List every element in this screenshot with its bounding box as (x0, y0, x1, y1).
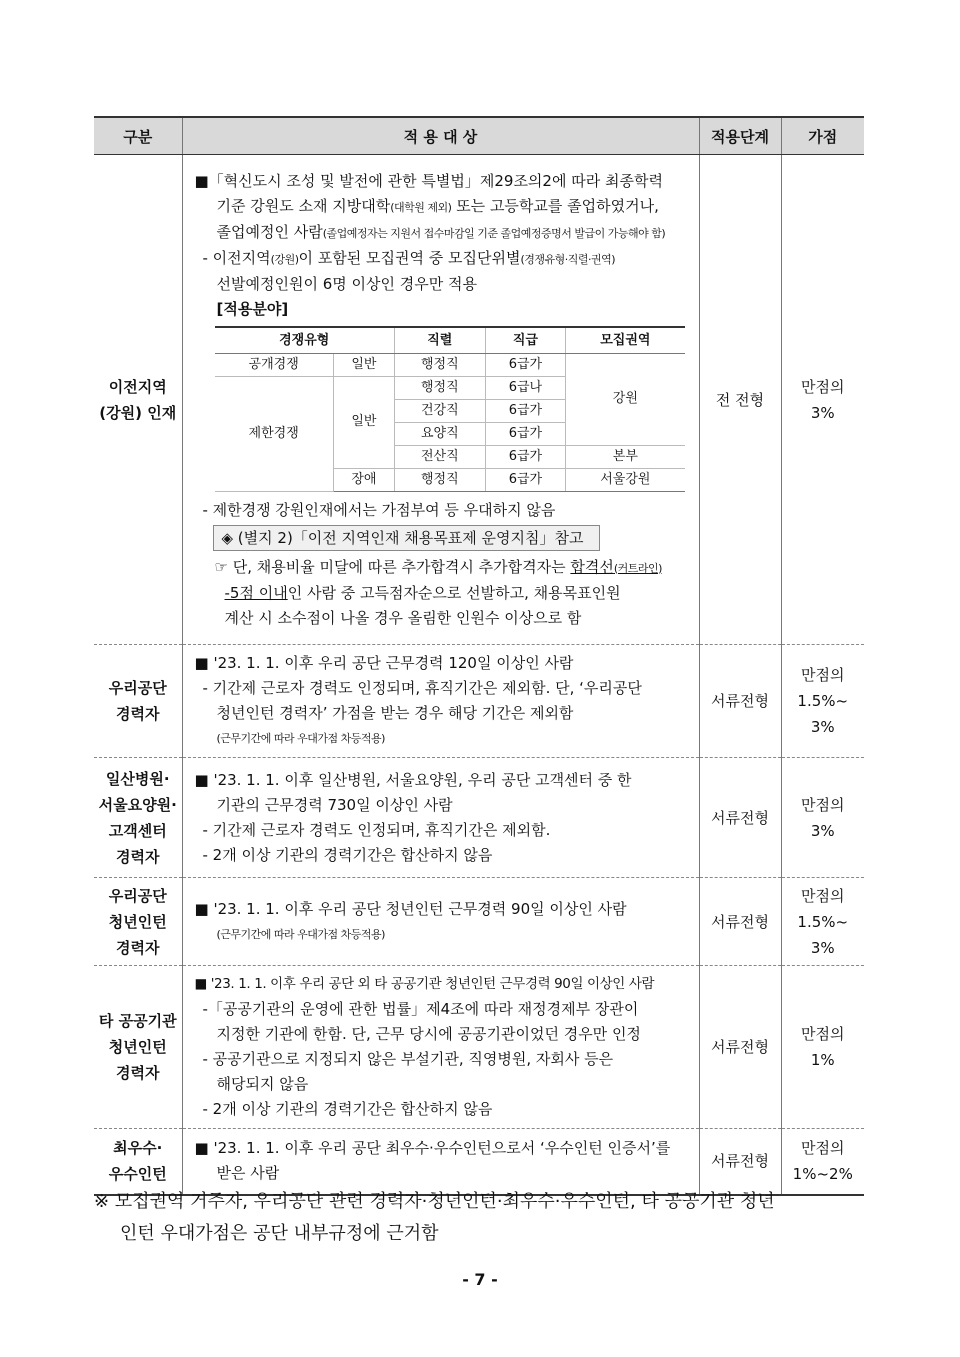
category-line: 우수인턴 (108, 1165, 167, 1184)
points-cell (781, 878, 864, 966)
points-line: 3% (810, 821, 835, 840)
target-cell (182, 1129, 699, 1195)
points-line: 3% (810, 718, 835, 736)
stage-cell: 서류전형 (699, 1129, 781, 1195)
text-line: - 기간제 근로자 경력도 인정되며, 휴직기간은 제외함. (202, 820, 551, 839)
text-line: - 2개 이상 기관의 경력기간은 합산하지 않음 (202, 845, 493, 864)
category-cell (94, 645, 182, 758)
text-line (195, 220, 691, 246)
subtable-cell: 6급나 (485, 376, 566, 399)
category-line: 고객센터 (108, 821, 167, 840)
text-line: ■ '23. 1. 1. 이후 우리 공단 최우수·우수인턴으로서 ‘우수인턴 인증서’를 (194, 1139, 671, 1158)
small-note: (근무기간에 따라 우대가점 차등적용) (216, 732, 385, 745)
subtable-cell: 6급가 (485, 399, 566, 422)
target-cell (182, 878, 699, 966)
stage-cell: 서류전형 (699, 758, 781, 878)
points-line: 3% (810, 938, 835, 957)
points-cell (781, 645, 864, 758)
subtable-cell: 일반 (333, 376, 394, 468)
text-line: 해당되지 않음 (216, 1075, 309, 1093)
text-line: ■ '23. 1. 1. 이후 우리 공단 근무경력 120일 이상인 사람 (194, 654, 574, 672)
category-line: 타 공공기관 (98, 1012, 177, 1030)
text-line: 선발예정인원이 6명 이상인 경우만 적용 (216, 274, 477, 293)
text-span: - 이전지역 (202, 248, 271, 267)
reference-box: ◈ (별지 2)「이전 지역인재 채용목표제 운영지침」참고 (213, 525, 601, 551)
text-span: 이 포함된 모집권역 중 모집단위별 (298, 248, 521, 267)
text-line: ■ '23. 1. 1. 이후 우리 공단 청년인턴 근무경력 90일 이상인 사람 (194, 899, 627, 918)
subtable-cell: 전산직 (395, 445, 486, 468)
category-cell (94, 878, 182, 966)
text-line: -「공공기관의 운영에 관한 법률」제4조에 따라 재정경제부 장관이 (202, 1000, 639, 1018)
footnote-line: 인턴 우대가점은 공단 내부규정에 근거함 (120, 1223, 439, 1244)
target-cell (182, 966, 699, 1129)
category-line: 경력자 (116, 938, 160, 957)
subtable-row (215, 353, 685, 376)
category-line: 경력자 (116, 705, 160, 723)
subtable-cell: 요양직 (395, 422, 486, 445)
subtable-cell: 서울강원 (566, 468, 685, 491)
text-line: - 공공기관으로 지정되지 않은 부설기관, 직영병원, 자회사 등은 (202, 1050, 614, 1068)
stage-cell: 서류전형 (699, 645, 781, 758)
category-line: 경력자 (116, 847, 160, 866)
subtable-header: 모집권역 (566, 327, 685, 354)
stage-cell: 서류전형 (699, 878, 781, 966)
small-note: (근무기간에 따라 우대가점 차등적용) (216, 927, 385, 941)
header-stage: 적용단계 (699, 117, 781, 155)
subtable-header: 직렬 (395, 327, 486, 354)
table-header-row (94, 117, 864, 155)
text-line: 기관의 근무경력 730일 이상인 사람 (216, 795, 453, 814)
subtable-cell: 6급가 (485, 422, 566, 445)
points-cell (781, 758, 864, 878)
points-line: 1%~2% (792, 1165, 853, 1184)
small-note: (대학원 제외) (390, 200, 452, 214)
points-line: 1% (810, 1051, 835, 1069)
text-line: - 기간제 근로자 경력도 인정되며, 휴직기간은 제외함. 단, ‘우리공단 (202, 679, 642, 697)
footnote-line: ※ 모집권역 거주자, 우리공단 관련 경력자·청년인턴·최우수·우수인턴, 타 공공기관 청년 (94, 1191, 775, 1212)
text-span: 인 사람 중 고득점자순으로 선발하고, 채용목표인원 (287, 583, 621, 602)
subtable-cell: 행정직 (395, 468, 486, 491)
text-line (195, 246, 691, 272)
category-line: 최우수· (113, 1139, 163, 1158)
points-cell (781, 1129, 864, 1195)
text-line: 지정한 기관에 한함. 단, 근무 당시에 공공기관이었던 경우만 인정 (216, 1025, 641, 1043)
subtable-cell: 장애 (333, 468, 394, 491)
category-line: 우리공단 (108, 679, 167, 697)
table-row (94, 966, 864, 1129)
points-line: 1.5%~ (797, 912, 849, 931)
header-target: 적 용 대 상 (182, 117, 699, 155)
section-label: [적용분야] (216, 299, 289, 318)
text-span: ☞ 단, 채용비율 미달에 따른 추가합격시 추가합격자는 (214, 557, 571, 576)
category-cell (94, 1129, 182, 1195)
category-line: 이전지역 (108, 377, 167, 396)
points-line: 만점의 (801, 886, 845, 905)
header-points: 가점 (781, 117, 864, 155)
subtable-cell: 강원 (566, 353, 685, 445)
text-span: 졸업예정인 사람 (216, 222, 323, 241)
table-row (94, 1129, 864, 1195)
text-line: ■ '23. 1. 1. 이후 일산병원, 서울요양원, 우리 공단 고객센터 중 한 (194, 770, 632, 789)
category-line: 서울요양원· (98, 795, 177, 814)
category-line: 청년인턴 (108, 1038, 167, 1056)
category-line: 청년인턴 (108, 912, 167, 931)
subtable-cell: 6급가 (485, 353, 566, 376)
target-cell (182, 758, 699, 878)
text-line: 청년인턴 경력자’ 가점을 받는 경우 해당 기간은 제외함 (216, 704, 574, 722)
points-line: 1.5%~ (797, 692, 849, 710)
text-line (195, 581, 691, 606)
points-line: 만점의 (801, 1139, 845, 1158)
subtable-cell: 6급가 (485, 445, 566, 468)
footnote (94, 1186, 874, 1250)
subtable-cell: 행정직 (395, 353, 486, 376)
subtable-cell: 제한경쟁 (215, 376, 334, 491)
application-field-table (215, 326, 685, 492)
points-line: 만점의 (801, 377, 845, 396)
category-cell (94, 758, 182, 878)
text-line: - 제한경쟁 강원인재에서는 가점부여 등 우대하지 않음 (202, 500, 556, 519)
stage-cell: 서류전형 (699, 966, 781, 1129)
subtable-header: 경쟁유형 (215, 327, 395, 354)
category-cell (94, 966, 182, 1129)
page-number: - 7 - (462, 1270, 498, 1289)
small-note: (강원) (270, 252, 299, 266)
subtable-header-row (215, 327, 685, 354)
points-line: 만점의 (801, 795, 845, 814)
underlined-text: -5점 이내 (224, 583, 288, 602)
points-line: 만점의 (801, 666, 845, 684)
points-cell (781, 155, 864, 645)
text-line: ■ '23. 1. 1. 이후 우리 공단 외 타 공공기관 청년인턴 근무경력 90일 이상인 사람 (194, 976, 655, 992)
category-cell (94, 155, 182, 645)
target-cell (182, 155, 699, 645)
small-note: (졸업예정자는 지원서 접수마감일 기준 졸업예정증명서 발급이 가능해야 함) (322, 226, 666, 240)
small-note: (경쟁유형·직렬·권역) (520, 252, 616, 266)
subtable-cell: 건강직 (395, 399, 486, 422)
category-line: 일산병원· (105, 769, 170, 788)
table-row (94, 645, 864, 758)
text-line: 받은 사람 (216, 1164, 280, 1183)
category-line: (강원) 인재 (99, 403, 177, 422)
subtable-cell: 일반 (333, 353, 394, 376)
subtable-cell: 행정직 (395, 376, 486, 399)
underlined-text: 합격선 (570, 557, 614, 576)
text-line: 계산 시 소수점이 나올 경우 올림한 인원수 이상으로 함 (224, 608, 582, 627)
table-row (94, 758, 864, 878)
text-span: 또는 고등학교를 졸업하였거나, (451, 196, 659, 215)
table-row (94, 155, 864, 645)
subtable-cell: 6급가 (485, 468, 566, 491)
reference-line (195, 525, 691, 551)
text-span: 기준 강원도 소재 지방대학 (216, 196, 391, 215)
header-category: 구분 (94, 117, 182, 155)
points-cell (781, 966, 864, 1129)
target-cell (182, 645, 699, 758)
subtable-header: 직급 (485, 327, 566, 354)
text-line (195, 194, 691, 220)
text-line (195, 555, 691, 581)
text-line: ■「혁신도시 조성 및 발전에 관한 특별법」제29조의2에 따라 최종학력 (194, 171, 663, 190)
points-line: 3% (810, 403, 835, 422)
subtable-cell: 공개경쟁 (215, 353, 334, 376)
preference-points-table (94, 116, 864, 1196)
underlined-small: (커트라인) (613, 561, 662, 575)
category-line: 우리공단 (108, 886, 167, 905)
stage-cell: 전 전형 (699, 155, 781, 645)
text-line: - 2개 이상 기관의 경력기간은 합산하지 않음 (202, 1100, 493, 1118)
table-row (94, 878, 864, 966)
points-line: 만점의 (801, 1025, 845, 1043)
category-line: 경력자 (116, 1064, 160, 1082)
subtable-cell: 본부 (566, 445, 685, 468)
